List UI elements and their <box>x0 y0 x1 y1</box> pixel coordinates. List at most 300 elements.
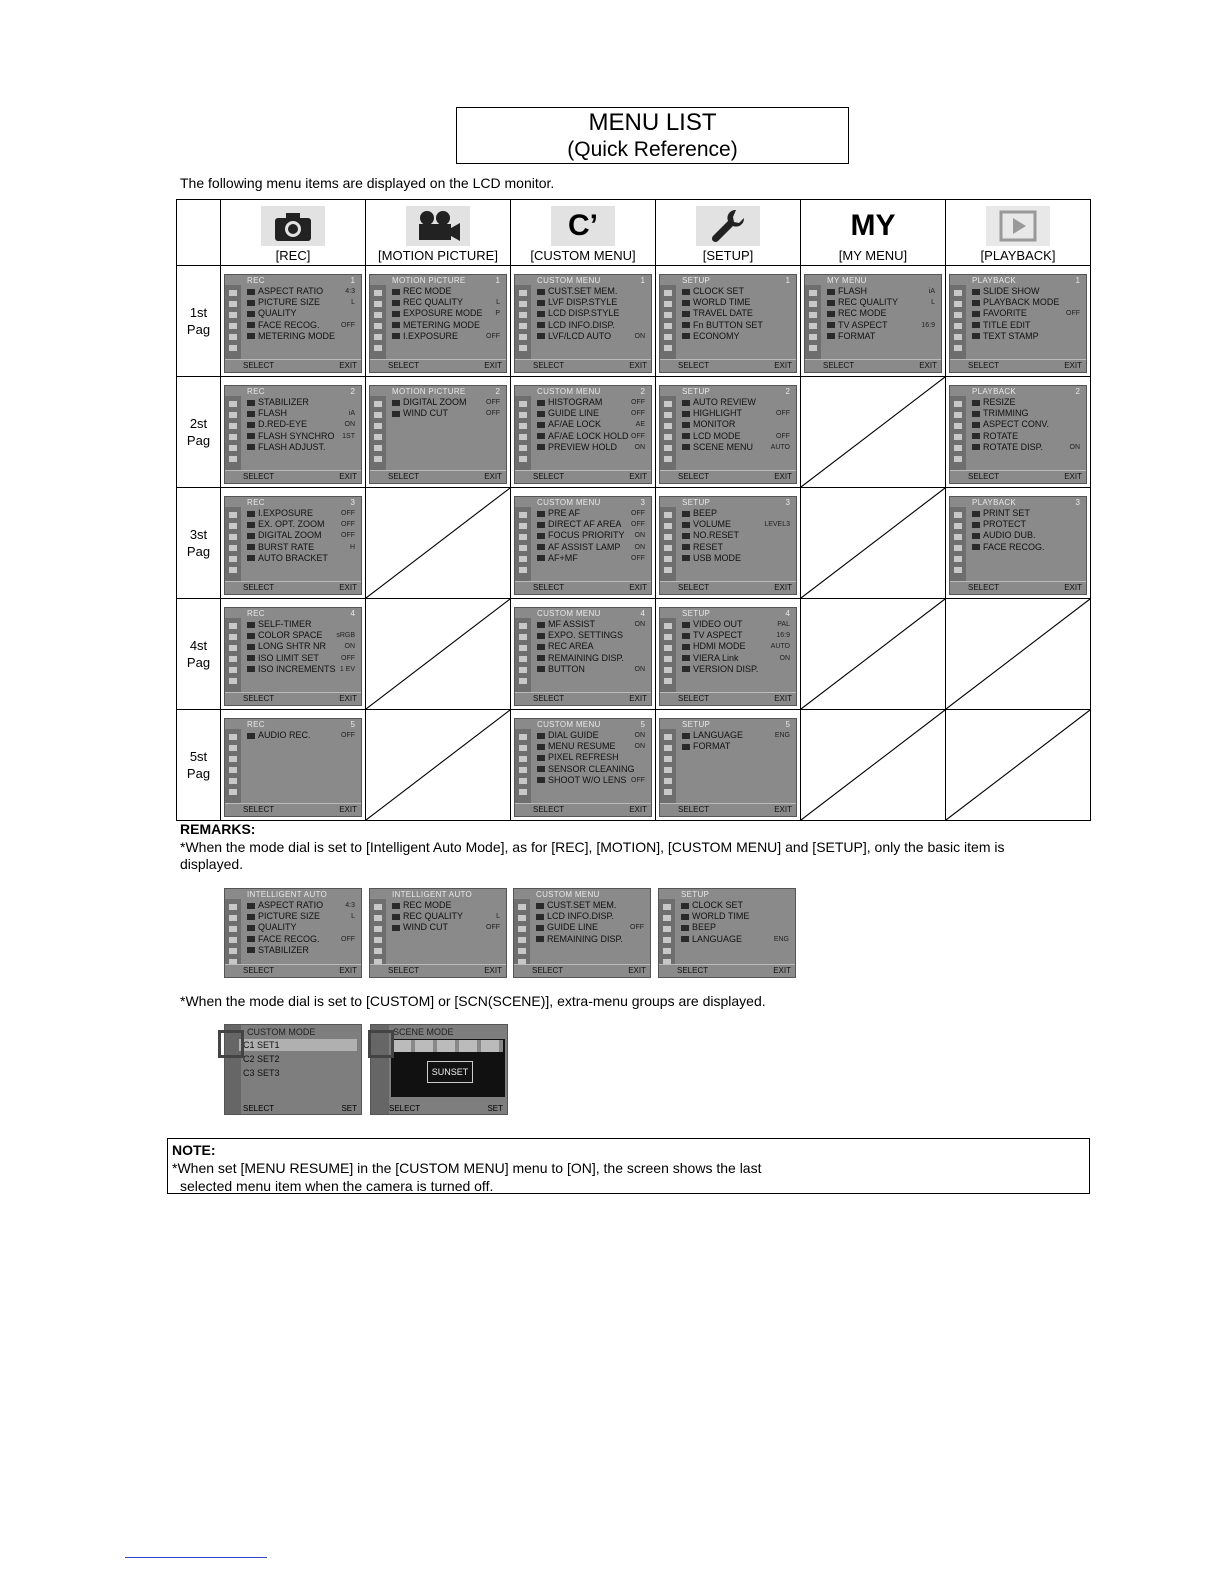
menu-item-icon <box>537 289 545 295</box>
screen-menu-list <box>247 619 355 675</box>
menu-item-icon <box>247 733 255 739</box>
corner-cell <box>177 200 221 266</box>
menu-item-icon <box>682 733 690 739</box>
screen-menu-item-value: 1ST <box>342 432 355 440</box>
screen-menu-item <box>827 286 935 297</box>
menu-item-icon <box>247 555 255 561</box>
screen-title: REC <box>247 276 265 285</box>
screen-menu-item-label: PRINT SET <box>972 508 1030 519</box>
screen-menu-item <box>681 911 789 922</box>
screen-sidebar <box>515 618 531 693</box>
empty-cell <box>946 599 1091 710</box>
screen-menu-item <box>537 619 645 630</box>
screen-menu-item-label: AUDIO REC. <box>247 730 311 741</box>
screen-title: REC <box>247 609 265 618</box>
screen-menu-item <box>247 331 355 342</box>
screen-sidebar <box>370 899 386 965</box>
screen-menu-item-label: AF/AE LOCK <box>537 419 601 430</box>
screen-menu-item <box>537 730 645 741</box>
screen-title: PLAYBACK <box>972 276 1017 285</box>
screen-menu-item-label: SCENE MENU <box>682 442 753 453</box>
screen-menu-item <box>247 308 355 319</box>
screen-menu-item-label: QUALITY <box>247 308 297 319</box>
screen-select-label: SELECT <box>243 361 275 370</box>
screen-menu-list <box>392 286 500 342</box>
page-row-1 <box>177 266 1091 377</box>
menu-item-icon <box>247 289 255 295</box>
menu-item-icon <box>537 422 545 428</box>
screen-select-label: SELECT <box>678 361 710 370</box>
screen-menu-item-value: OFF <box>341 321 355 329</box>
menu-item-icon <box>972 511 980 517</box>
screen-menu-item-value: OFF <box>341 654 355 662</box>
screen-sidebar <box>225 618 241 693</box>
screen-menu-item <box>972 530 1080 541</box>
intro-text: The following menu items are displayed on the LCD monitor. <box>180 175 555 191</box>
menu-item-icon <box>536 925 544 931</box>
screen-page-number: 2 <box>1075 387 1080 396</box>
screen-footer <box>515 359 651 372</box>
screen-menu-item <box>247 442 355 453</box>
menu-item-icon <box>537 622 545 628</box>
menu-item-icon <box>392 903 400 909</box>
screen-menu-item-value: ON <box>634 743 645 751</box>
screen-menu-item-label: PIXEL REFRESH <box>537 752 619 763</box>
screen-menu-item <box>247 419 355 430</box>
cell <box>221 377 366 488</box>
cell <box>366 266 511 377</box>
screen-menu-item <box>537 741 645 752</box>
screen-menu-item <box>972 542 1080 553</box>
screen-sidebar <box>225 507 241 582</box>
menu-item-icon <box>537 555 545 561</box>
menu-item-icon <box>247 411 255 417</box>
screen-menu-list <box>392 397 500 419</box>
menu-item-icon <box>682 633 690 639</box>
screen-menu-item-label: AUTO BRACKET <box>247 553 328 564</box>
screen-exit-label: EXIT <box>339 583 357 592</box>
screen-select-label: SELECT <box>968 583 1000 592</box>
screen-menu-item <box>537 308 645 319</box>
screen-menu-item <box>537 419 645 430</box>
menu-item-icon <box>392 300 400 306</box>
diagonal-line <box>366 599 510 709</box>
screen-page-number: 4 <box>640 609 645 618</box>
screen-menu-item-label: CLOCK SET <box>681 900 743 911</box>
screen-menu-item-value: ON <box>634 332 645 340</box>
screen-menu-item-value: OFF <box>486 410 500 418</box>
screen-menu-list <box>537 397 645 453</box>
menu-item-icon <box>392 400 400 406</box>
page-row-5 <box>177 710 1091 821</box>
screen-menu-item-label: TEXT STAMP <box>972 331 1039 342</box>
screen-menu-item-value: ON <box>634 543 645 551</box>
screen-menu-item-value: LEVEL3 <box>764 521 790 529</box>
diagonal-line <box>366 710 510 820</box>
screen-menu-item-value: ON <box>634 665 645 673</box>
custom-mode-item-2: C2 SET2 <box>243 1054 280 1064</box>
row-label: 2st Pag <box>177 377 221 488</box>
cell <box>656 266 801 377</box>
menu-item-icon <box>392 311 400 317</box>
menu-item-icon <box>682 622 690 628</box>
menu-item-icon <box>537 300 545 306</box>
screen-menu-list <box>537 730 645 786</box>
cell <box>656 599 801 710</box>
menu-list-table <box>176 199 1091 821</box>
screen-menu-item-label: NO.RESET <box>682 530 739 541</box>
screen-menu-item-label: FORMAT <box>682 741 730 752</box>
screen-title: MOTION PICTURE <box>392 387 466 396</box>
screen-menu-item-label: MONITOR <box>682 419 735 430</box>
screen-menu-item-value: OFF <box>486 924 500 932</box>
screen-menu-item-value: ON <box>779 654 790 662</box>
screen-menu-item-label: VIERA Link <box>682 653 739 664</box>
screen-menu-item <box>972 308 1080 319</box>
screen-menu-item <box>537 286 645 297</box>
screen-select-label: SELECT <box>388 966 420 975</box>
row-label: 4st Pag <box>177 599 221 710</box>
screen-menu-item-label: SELF-TIMER <box>247 619 312 630</box>
custom-menu-glyph: C’ <box>568 209 598 242</box>
highlight-frame-custom <box>218 1030 244 1058</box>
menu-item-icon <box>247 444 255 450</box>
screen-menu-item-value: iA <box>928 288 935 295</box>
screen-page-number: 3 <box>785 498 790 507</box>
screen-menu-item-label: I.EXPOSURE <box>392 331 458 342</box>
screen-menu-item-value: OFF <box>341 521 355 529</box>
screen-menu-item <box>972 286 1080 297</box>
screen-select-label: SELECT <box>533 361 565 370</box>
screen-menu-item-label: HISTOGRAM <box>537 397 602 408</box>
screen-menu-item <box>972 397 1080 408</box>
screen-sidebar <box>225 396 241 471</box>
menu-item-icon <box>827 322 835 328</box>
screen-menu-item-value: ENG <box>774 732 790 739</box>
screen-menu-item-label: FLASH <box>247 408 287 419</box>
menu-screen <box>949 496 1087 595</box>
screen-footer <box>225 581 361 594</box>
menu-item-icon <box>537 655 545 661</box>
screen-menu-item-label: REC QUALITY <box>827 297 898 308</box>
screen-menu-item-label: REC MODE <box>827 308 887 319</box>
screen-menu-item-label: TV ASPECT <box>682 630 743 641</box>
screen-menu-item <box>537 508 645 519</box>
screen-exit-label: EXIT <box>629 583 647 592</box>
screen-menu-item <box>682 530 790 541</box>
screen-exit-label: EXIT <box>774 694 792 703</box>
screen-menu-item <box>537 553 645 564</box>
play-icon <box>986 206 1050 246</box>
screen-footer <box>225 964 361 977</box>
screen-footer <box>660 470 796 483</box>
cell <box>511 488 656 599</box>
screen-menu-item-label: TRAVEL DATE <box>682 308 753 319</box>
screen-menu-item <box>972 331 1080 342</box>
screen-menu-item-value: OFF <box>341 532 355 540</box>
screen-menu-item <box>682 630 790 641</box>
custom-mode-screen <box>224 1024 362 1115</box>
menu-item-icon <box>537 533 545 539</box>
screen-menu-item <box>247 934 355 945</box>
screen-page-number: 5 <box>640 720 645 729</box>
screen-menu-item-value: OFF <box>486 332 500 340</box>
menu-item-icon <box>682 333 690 339</box>
screen-menu-item-label: WORLD TIME <box>681 911 749 922</box>
screen-menu-item-value: ENG <box>773 935 789 943</box>
screen-select-label: SELECT <box>533 805 565 814</box>
screen-menu-item-value: OFF <box>631 521 645 529</box>
screen-sidebar <box>660 618 676 693</box>
screen-select-label: SELECT <box>243 472 275 481</box>
screen-menu-item-label: WIND CUT <box>392 408 448 419</box>
cell <box>221 710 366 821</box>
screen-menu-item <box>247 542 355 553</box>
page-row-4 <box>177 599 1091 710</box>
screen-menu-item <box>536 922 644 933</box>
screen-menu-item-label: TRIMMING <box>972 408 1029 419</box>
menu-item-icon <box>537 777 545 783</box>
screen-menu-item-label: FORMAT <box>827 331 875 342</box>
screen-page-number: 2 <box>350 387 355 396</box>
screen-footer <box>225 692 361 705</box>
screen-menu-item-label: FOCUS PRIORITY <box>537 530 625 541</box>
screen-exit-label: EXIT <box>629 472 647 481</box>
menu-screen <box>659 607 797 706</box>
diagonal-line <box>946 599 1090 709</box>
menu-item-icon <box>682 300 690 306</box>
diagonal-line <box>801 377 945 487</box>
screen-menu-item-label: I.EXPOSURE <box>247 508 313 519</box>
remarks-heading: REMARKS: <box>180 821 256 837</box>
screen-menu-item <box>682 419 790 430</box>
menu-item-icon <box>682 289 690 295</box>
menu-item-icon <box>827 333 835 339</box>
screen-menu-item-label: BUTTON <box>537 664 585 675</box>
screen-menu-item-label: AF+MF <box>537 553 578 564</box>
screen-footer <box>515 692 651 705</box>
empty-cell <box>366 599 511 710</box>
screen-page-number: 5 <box>785 720 790 729</box>
cell <box>366 377 511 488</box>
screen-title: REC <box>247 720 265 729</box>
screen-menu-item-label: EX. OPT. ZOOM <box>247 519 325 530</box>
menu-item-icon <box>682 444 690 450</box>
menu-item-icon <box>247 433 255 439</box>
screen-menu-item-label: FLASH ADJUST. <box>247 442 326 453</box>
cell <box>946 377 1091 488</box>
menu-item-icon <box>392 322 400 328</box>
page-subtitle: (Quick Reference) <box>567 138 738 161</box>
screen-menu-item-label: LCD DISP.STYLE <box>537 308 619 319</box>
screen-menu-item <box>247 641 355 652</box>
screen-menu-list <box>682 619 790 675</box>
screen-menu-item <box>972 431 1080 442</box>
wrench-icon <box>696 206 760 246</box>
screen-sidebar <box>515 396 531 471</box>
screen-select-label: SELECT <box>678 805 710 814</box>
screen-menu-item <box>682 286 790 297</box>
screen-menu-item-value: AUTO <box>770 443 790 451</box>
cell <box>221 488 366 599</box>
screen-footer <box>225 470 361 483</box>
screen-exit-label: EXIT <box>339 805 357 814</box>
column-label: [PLAYBACK] <box>980 248 1056 263</box>
menu-item-icon <box>827 311 835 317</box>
screen-menu-item-value: 4:3 <box>345 288 355 295</box>
screen-exit-label: EXIT <box>773 966 791 975</box>
screen-menu-item-value: OFF <box>631 399 645 406</box>
screen-page-number: 2 <box>640 387 645 396</box>
screen-select-label: SELECT <box>678 583 710 592</box>
menu-screen <box>514 496 652 595</box>
screen-menu-item <box>392 320 500 331</box>
screen-menu-item <box>682 508 790 519</box>
screen-footer <box>659 964 795 977</box>
menu-item-icon <box>682 655 690 661</box>
screen-menu-list <box>537 508 645 564</box>
menu-item-icon <box>537 511 545 517</box>
screen-footer <box>950 359 1086 372</box>
screen-menu-item <box>537 542 645 553</box>
screen-menu-item-value: PAL <box>777 621 790 628</box>
screen-menu-item-label: AF/AE LOCK HOLD <box>537 431 629 442</box>
screen-title: CUSTOM MENU <box>537 387 601 396</box>
screen-menu-item-value: AUTO <box>770 643 790 651</box>
header-row <box>177 200 1091 266</box>
screen-title: CUSTOM MENU <box>537 609 601 618</box>
screen-menu-item <box>972 442 1080 453</box>
column-header-my-menu <box>801 200 946 266</box>
menu-item-icon <box>972 433 980 439</box>
screen-menu-item <box>392 922 500 933</box>
empty-cell <box>801 599 946 710</box>
menu-item-icon <box>392 333 400 339</box>
screen-menu-item <box>682 397 790 408</box>
screen-menu-item <box>537 764 645 775</box>
screen-menu-item-label: ISO LIMIT SET <box>247 653 319 664</box>
screen-menu-item <box>682 519 790 530</box>
screen-menu-item <box>247 664 355 675</box>
menu-screen <box>224 385 362 484</box>
menu-item-icon <box>537 544 545 550</box>
ia-screen-setup <box>658 888 796 978</box>
screen-select-label: SELECT <box>388 361 420 370</box>
remarks-text-custom-scene: *When the mode dial is set to [CUSTOM] or [SCN(SCENE)], extra-menu groups are displayed. <box>180 993 766 1009</box>
screen-menu-item <box>972 508 1080 519</box>
menu-item-icon <box>972 444 980 450</box>
screen-sidebar <box>950 507 966 582</box>
screen-sidebar <box>514 899 530 965</box>
screen-title: REC <box>247 387 265 396</box>
menu-screen <box>659 496 797 595</box>
screen-menu-item-label: DIAL GUIDE <box>537 730 599 741</box>
screen-select-label: SELECT <box>388 472 420 481</box>
screen-menu-item-value: OFF <box>341 510 355 517</box>
screen-menu-item-label: TITLE EDIT <box>972 320 1031 331</box>
screen-menu-item <box>537 431 645 442</box>
page-row-3 <box>177 488 1091 599</box>
menu-item-icon <box>247 914 255 920</box>
screen-page-number: 2 <box>785 387 790 396</box>
column-label: [CUSTOM MENU] <box>530 248 636 263</box>
screen-sidebar <box>660 729 676 804</box>
cell <box>946 266 1091 377</box>
screen-menu-item <box>972 419 1080 430</box>
menu-item-icon <box>681 925 689 931</box>
screen-exit-label: EXIT <box>339 966 357 975</box>
screen-select-label: SELECT <box>968 472 1000 481</box>
screen-menu-list <box>682 730 790 752</box>
screen-menu-item <box>247 397 355 408</box>
screen-menu-list <box>247 730 355 741</box>
menu-item-icon <box>681 903 689 909</box>
screen-menu-item <box>392 297 500 308</box>
screen-menu-item-value: ON <box>634 621 645 628</box>
cell <box>656 488 801 599</box>
screen-title: CUSTOM MENU <box>537 498 601 507</box>
screen-menu-item <box>972 519 1080 530</box>
menu-item-icon <box>682 555 690 561</box>
screen-footer <box>950 470 1086 483</box>
menu-item-icon <box>247 311 255 317</box>
scene-mode-title: SCENE MODE <box>393 1027 454 1037</box>
custom-mode-footer-select: SELECT <box>243 1104 275 1113</box>
screen-menu-item-label: GUIDE LINE <box>537 408 599 419</box>
menu-item-icon <box>972 522 980 528</box>
menu-screen <box>224 607 362 706</box>
cell <box>801 266 946 377</box>
empty-cell <box>801 377 946 488</box>
screen-menu-item-label: PROTECT <box>972 519 1026 530</box>
screen-exit-label: EXIT <box>629 805 647 814</box>
screen-menu-item-label: SENSOR CLEANING <box>537 764 635 775</box>
screen-menu-item <box>682 730 790 741</box>
screen-sidebar <box>805 285 821 360</box>
screen-footer <box>515 470 651 483</box>
screen-menu-item-label: COLOR SPACE <box>247 630 322 641</box>
screen-menu-item-label: WIND CUT <box>392 922 448 933</box>
screen-menu-list <box>682 286 790 342</box>
screen-menu-item <box>537 775 645 786</box>
diagonal-line <box>801 488 945 598</box>
screen-menu-item <box>537 320 645 331</box>
screen-menu-item-label: ROTATE DISP. <box>972 442 1043 453</box>
menu-item-icon <box>536 914 544 920</box>
screen-menu-item-label: DIGITAL ZOOM <box>247 530 322 541</box>
screen-select-label: SELECT <box>533 694 565 703</box>
screen-menu-item-label: HIGHLIGHT <box>682 408 742 419</box>
ia-screen-custom <box>513 888 651 978</box>
screen-menu-item-label: FACE RECOG. <box>247 934 320 945</box>
screen-sidebar <box>660 507 676 582</box>
screen-sidebar <box>660 285 676 360</box>
screen-menu-item-value: ON <box>1069 443 1080 451</box>
menu-item-icon <box>247 925 255 931</box>
menu-item-icon <box>537 333 545 339</box>
menu-item-icon <box>682 522 690 528</box>
screen-menu-item-label: LVF/LCD AUTO <box>537 331 611 342</box>
menu-item-icon <box>681 914 689 920</box>
footer-rule <box>125 1557 267 1558</box>
diagonal-line <box>366 488 510 598</box>
screen-menu-item <box>682 553 790 564</box>
screen-menu-item-label: AUTO REVIEW <box>682 397 756 408</box>
screen-menu-item <box>247 653 355 664</box>
screen-menu-item-label: PREVIEW HOLD <box>537 442 617 453</box>
menu-item-icon <box>537 755 545 761</box>
screen-menu-list <box>682 397 790 453</box>
